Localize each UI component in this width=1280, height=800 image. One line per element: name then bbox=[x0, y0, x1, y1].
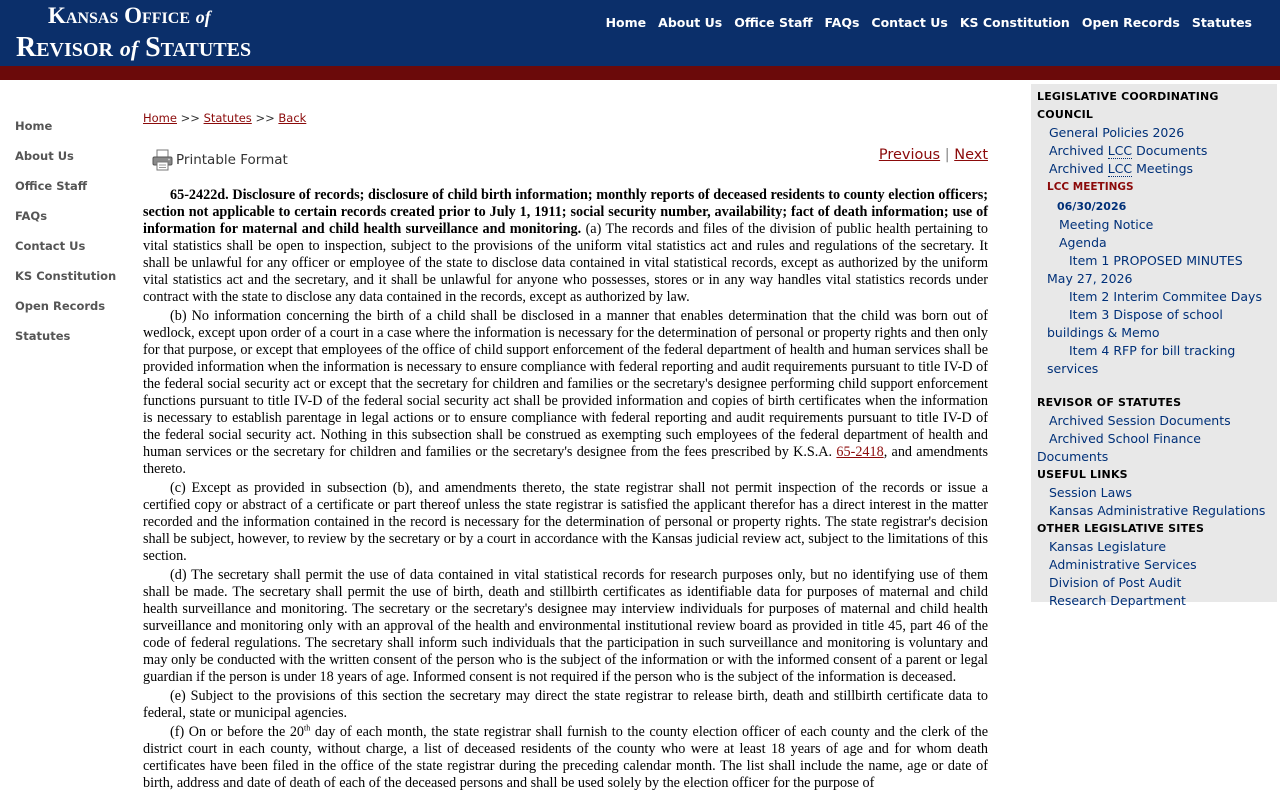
statute-subsection-f-post: day of each month, the state registrar shall furnish to the county election officer of each county and the clerk of the district court in each county, without charge, a list of deceased residents of the county who were at least 18 years of age and for whom death certificates have been filed in the office of the state registrar during the preceding calendar month. The list shall include the name, age or date of birth, address and date of death of each of the deceased persons and shall be used solely by the election officer for the purpose of bbox=[143, 724, 988, 791]
top-nav-about-us[interactable]: About Us bbox=[658, 15, 723, 30]
lcc-heading-line-2: COUNCIL bbox=[1037, 108, 1094, 121]
administrative-services-link[interactable]: Administrative Services bbox=[1049, 557, 1197, 572]
prev-next-separator: | bbox=[944, 147, 950, 163]
left-nav-about-us[interactable]: About Us bbox=[15, 149, 74, 163]
link-text: Meetings bbox=[1136, 161, 1194, 176]
printable-format-link[interactable] bbox=[152, 149, 288, 171]
next-link[interactable]: Next bbox=[954, 147, 988, 163]
top-nav-contact-us[interactable]: Contact Us bbox=[871, 15, 948, 30]
statute-paragraph-b bbox=[143, 308, 988, 478]
item-3-dispose-buildings-link[interactable]: Item 3 Dispose of school buildings & Memo bbox=[1047, 307, 1223, 340]
top-nav-open-records[interactable]: Open Records bbox=[1081, 15, 1180, 30]
archived-school-finance-link[interactable]: Archived School Finance Documents bbox=[1037, 431, 1201, 464]
session-laws-link[interactable]: Session Laws bbox=[1049, 485, 1133, 500]
prev-next-nav bbox=[879, 147, 988, 163]
statute-text bbox=[143, 187, 988, 792]
breadcrumb-home[interactable]: Home bbox=[143, 111, 177, 125]
logo-line-2: Revisor of Statutes bbox=[16, 32, 252, 63]
meeting-notice-link[interactable]: Meeting Notice bbox=[1059, 217, 1154, 232]
lcc-heading bbox=[1037, 88, 1271, 124]
statute-paragraph-a bbox=[143, 187, 988, 306]
top-nav-home[interactable]: Home bbox=[605, 15, 647, 30]
general-policies-link[interactable]: General Policies 2026 bbox=[1049, 125, 1185, 140]
statute-paragraph-d: (d) The secretary shall permit the use of data contained in vital statistical records for research purposes only, but no identifying use of them shall be made. The secretary shall permit the use of birth, death and stillbirth certificates as identifiable data for purposes of maternal and child health surveillance and monitoring. The secretary or the secretary's designee may interview individuals for purposes of maternal and child health surveillance and monitoring only with an approval of the health and environmental institutional review board as provided in title 45, part 46 of the code of federal regulations. The secretary shall inform such individuals that the participation in such surveillance and monitoring is voluntary and may only be conducted with the written consent of the person who is the subject of the information or with the informed consent of a parent or legal guardian if the person is under 18 years of age. Informed consent is not required if the person who is the subject of the information is deceased. bbox=[143, 567, 988, 685]
statute-subsection-b-tail: , and amendments thereto. bbox=[143, 444, 989, 477]
statute-link-65-2418[interactable]: 65-2418 bbox=[836, 444, 884, 460]
left-nav-open-records[interactable]: Open Records bbox=[15, 299, 106, 313]
other-sites-heading: OTHER LEGISLATIVE SITES bbox=[1037, 522, 1205, 535]
breadcrumb-statutes[interactable]: Statutes bbox=[203, 111, 252, 125]
kansas-admin-regulations-link[interactable]: Kansas Administrative Regulations bbox=[1049, 503, 1266, 518]
link-text: Documents bbox=[1136, 143, 1208, 158]
lcc-abbr: LCC bbox=[1107, 143, 1133, 158]
agenda-link[interactable]: Agenda bbox=[1059, 235, 1107, 250]
previous-link[interactable]: Previous bbox=[878, 147, 941, 163]
archived-lcc-documents-link[interactable] bbox=[1037, 142, 1271, 160]
left-nav-office-staff[interactable]: Office Staff bbox=[15, 179, 88, 193]
printable-format-label: Printable Format bbox=[176, 152, 288, 168]
statute-paragraph-e: (e) Subject to the provisions of this section the secretary may direct the state registrar to release birth, death and stillbirth certificate data to federal, state or municipal agencies. bbox=[143, 688, 988, 721]
breadcrumb-back[interactable]: Back bbox=[278, 111, 307, 125]
revisor-heading: REVISOR OF STATUTES bbox=[1037, 396, 1182, 409]
item-4-rfp-link[interactable]: Item 4 RFP for bill tracking services bbox=[1047, 343, 1236, 376]
logo-line-1: Kansas Office of bbox=[48, 3, 211, 28]
research-department-link[interactable]: Research Department bbox=[1049, 593, 1186, 608]
lcc-meetings-subheading: LCC MEETINGS bbox=[1047, 181, 1134, 193]
statute-paragraph-f bbox=[143, 724, 988, 792]
breadcrumb-separator: >> bbox=[255, 111, 275, 125]
top-nav-office-staff[interactable]: Office Staff bbox=[734, 15, 813, 30]
item-1-minutes-link[interactable]: Item 1 PROPOSED MINUTES May 27, 2026 bbox=[1047, 253, 1243, 286]
left-nav-faqs[interactable]: FAQs bbox=[15, 209, 48, 223]
site-header bbox=[0, 0, 1280, 66]
header-stripe bbox=[0, 66, 1280, 80]
archived-session-documents-link[interactable]: Archived Session Documents bbox=[1049, 413, 1231, 428]
left-nav-ks-constitution[interactable]: KS Constitution bbox=[15, 269, 117, 283]
top-nav-statutes[interactable]: Statutes bbox=[1191, 15, 1252, 30]
statute-paragraph-c: (c) Except as provided in subsection (b), and amendments thereto, the state registrar shall not permit inspection of the records or issue a certified copy or abstract of a certificate or part thereof unless the state registrar is satisfied the applicant therefor has a direct interest in the matter recorded and the information contained in the record is necessary for the determination of personal or property rights. The state registrar's decision shall be subject, however, to review by the secretary or by a court in accordance with the Kansas judicial review act, subject to the limitations of this section. bbox=[143, 480, 988, 564]
archived-lcc-meetings-link[interactable] bbox=[1037, 160, 1271, 178]
item-2-commitee-days-link[interactable]: Item 2 Interim Commitee Days bbox=[1069, 289, 1262, 304]
link-text: Archived bbox=[1049, 161, 1104, 176]
print-nav-row bbox=[143, 147, 988, 187]
link-text: Archived bbox=[1049, 143, 1104, 158]
statute-superscript: th bbox=[304, 723, 311, 733]
statute-heading: 65-2422d. Disclosure of records; disclosure of child birth information; monthly reports of deceased residents to county election officers; section not applicable to certain records created prior to July 1, 1911; social security number, availability; fact of death information; use of information for maternal and child health surveillance and monitoring. bbox=[143, 187, 988, 237]
breadcrumb-separator: >> bbox=[180, 111, 200, 125]
statute-subsection-b: (b) No information concerning the birth of a child shall be disclosed in a manner that enables determination that the child was born out of wedlock, except upon order of a court in a case where the information is necessary for the determination of personal or property rights and then only for that purpose, or except that employees of the office of child support enforcement of the federal department of health and human services shall be provided information when the information is necessary to ensure compliance with federal reporting and audit requirements pursuant to title IV-D of the federal social security act or except that the secretary for children and families or the secretary's designee performing child support enforcement functions pursuant to title IV-D of the federal social security act shall be provided information and copies of birth certificates when the information is necessary to establish parentage in legal actions or to ensure compliance with federal reporting and audit requirements pursuant to title IV-D of the federal social security act. Nothing in this subsection shall be construed as exempting such employees of the federal department of health and human services or the secretary for children and families or the secretary's designee from the fees prescribed by K.S.A. bbox=[143, 308, 988, 460]
top-nav-faqs[interactable]: FAQs bbox=[824, 15, 860, 30]
statute-subsection-a: (a) The records and files of the division of public health pertaining to vital statistics shall be open to inspection, subject to the provisions of the uniform vital statistics act and rules and regulations of the secretary. It shall be unlawful for any officer or employee of the state to disclose data contained in vital statistical records, except as authorized by the uniform vital statistics act and the secretary, and it shall be unlawful for anyone who possesses, stores or in any way handles vital statistics records under contract with the state to disclose any data contained in the records, except as authorized by law. bbox=[143, 221, 988, 305]
main-content bbox=[143, 111, 988, 794]
top-nav-ks-constitution[interactable]: KS Constitution bbox=[959, 15, 1070, 30]
lcc-abbr: LCC bbox=[1107, 161, 1133, 176]
meeting-date: 06/30/2026 bbox=[1057, 200, 1127, 213]
left-nav-contact-us[interactable]: Contact Us bbox=[15, 239, 86, 253]
statute-subsection-f-pre: (f) On or before the 20 bbox=[170, 724, 305, 740]
breadcrumb bbox=[143, 111, 988, 133]
left-nav-home[interactable]: Home bbox=[15, 119, 53, 133]
lcc-heading-line-1: LEGISLATIVE COORDINATING bbox=[1037, 90, 1219, 103]
left-nav bbox=[15, 118, 135, 358]
left-nav-statutes[interactable]: Statutes bbox=[15, 329, 71, 343]
right-sidebar bbox=[1031, 84, 1277, 608]
useful-links-heading: USEFUL LINKS bbox=[1037, 468, 1128, 481]
top-nav bbox=[600, 15, 1258, 31]
post-audit-link[interactable]: Division of Post Audit bbox=[1049, 575, 1182, 590]
printer-icon bbox=[152, 149, 173, 171]
kansas-legislature-link[interactable]: Kansas Legislature bbox=[1049, 539, 1167, 554]
